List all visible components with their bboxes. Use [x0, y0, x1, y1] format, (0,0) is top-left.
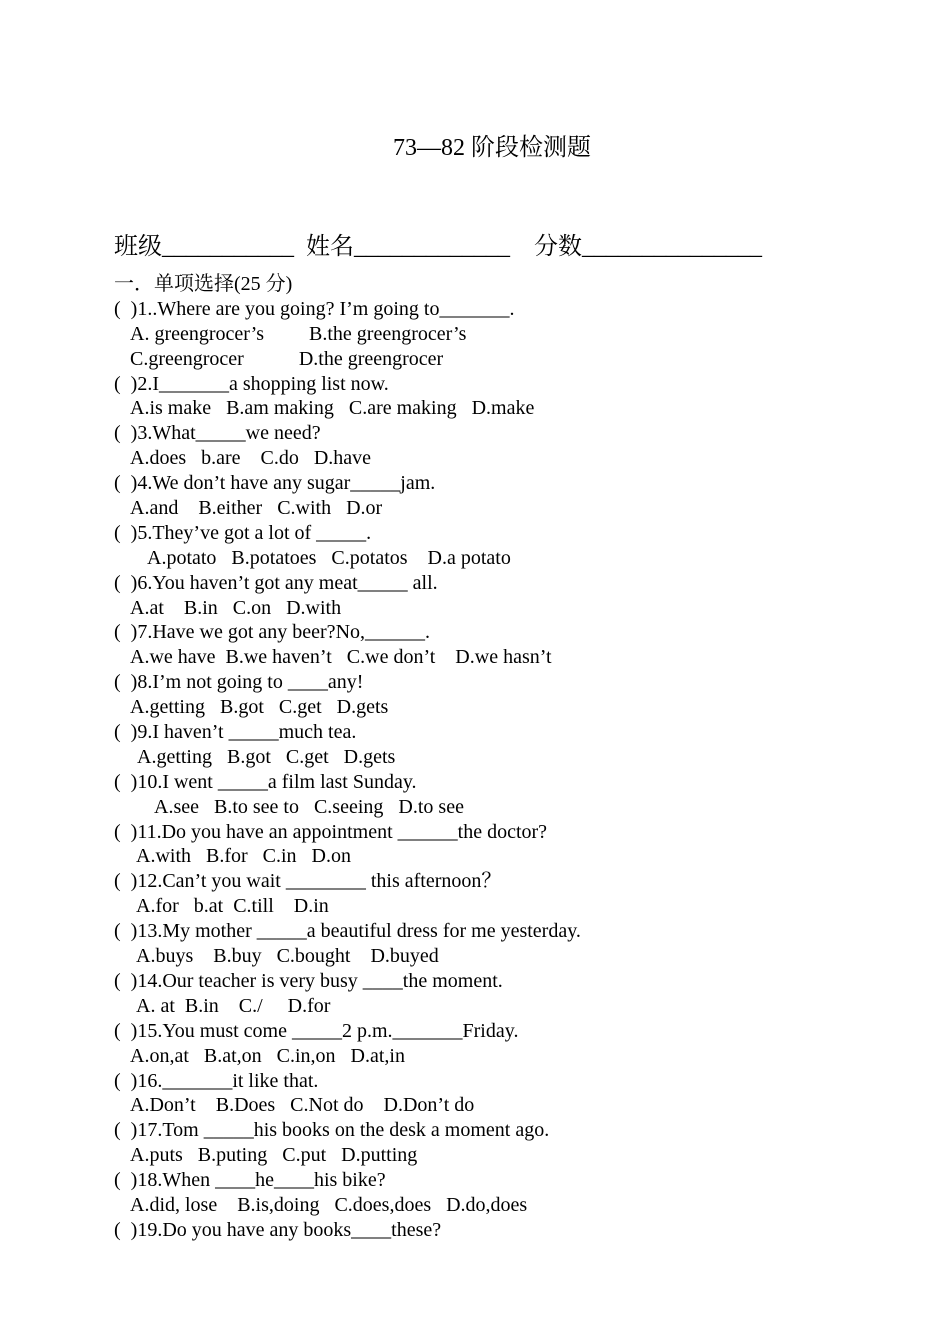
question-stem: ( )17.Tom _____his books on the desk a moment ago. [114, 1119, 550, 1142]
question-options: A. at B.in C./ D.for [136, 994, 331, 1017]
question-options: A.did, lose B.is,doing C.does,does D.do,does [130, 1193, 528, 1216]
question-stem: ( )8.I’m not going to ____any! [114, 671, 364, 694]
question-stem: ( )2.I_______a shopping list now. [114, 372, 389, 395]
question-options: A.see B.to see to C.seeing D.to see [154, 795, 464, 818]
student-info-line: 班级___________ 姓名_____________ 分数_______________ [114, 234, 762, 260]
question-stem: ( )5.They’ve got a lot of _____. [114, 521, 372, 544]
question-options: A.and B.either C.with D.or [130, 497, 383, 520]
question-stem: ( )9.I haven’t _____much tea. [114, 721, 357, 744]
question-list [114, 272, 914, 1243]
question-stem: ( )3.What_____we need? [114, 422, 321, 445]
question-options: A.Don’t B.Does C.Not do D.Don’t do [130, 1094, 475, 1117]
question-stem: ( )15.You must come _____2 p.m._______Friday. [114, 1019, 519, 1042]
question-stem: ( )11.Do you have an appointment ______the doctor? [114, 820, 548, 843]
question-options: A.buys B.buy C.bought D.buyed [136, 945, 439, 968]
question-options: A.is make B.am making C.are making D.make [130, 397, 535, 420]
question-options: A.for b.at C.till D.in [136, 895, 329, 918]
section-heading: 一．单项选择(25 分) [114, 273, 293, 295]
question-stem: ( )14.Our teacher is very busy ____the moment. [114, 969, 503, 992]
question-stem: ( )7.Have we got any beer?No,______. [114, 621, 431, 644]
question-stem: ( )19.Do you have any books____these? [114, 1218, 442, 1241]
page-title: 73—82 阶段检测题 [393, 135, 591, 161]
question-options: A.with B.for C.in D.on [136, 845, 351, 868]
question-stem: ( )10.I went _____a film last Sunday. [114, 770, 417, 793]
question-stem: ( )6.You haven’t got any meat_____ all. [114, 571, 438, 594]
question-options: C.greengrocer D.the greengrocer [130, 347, 444, 370]
question-options: A.does b.are C.do D.have [130, 447, 372, 470]
question-options: A.on,at B.at,on C.in,on D.at,in [130, 1044, 405, 1067]
question-options: A.getting B.got C.get D.gets [137, 745, 396, 768]
question-stem: ( )12.Can’t you wait ________ this afternoon？ [114, 870, 502, 893]
question-options: A. greengrocer’s B.the greengrocer’s [130, 322, 467, 345]
question-options: A.getting B.got C.get D.gets [130, 696, 389, 719]
question-options: A.at B.in C.on D.with [130, 596, 342, 619]
question-stem: ( )18.When ____he____his bike? [114, 1169, 386, 1192]
question-stem: ( )16._______it like that. [114, 1069, 319, 1092]
question-options: A.potato B.potatoes C.potatos D.a potato [147, 546, 511, 569]
question-options: A.puts B.puting C.put D.putting [130, 1144, 418, 1167]
question-stem: ( )1..Where are you going? I’m going to_______. [114, 297, 515, 320]
question-options: A.we have B.we haven’t C.we don’t D.we hasn’t [130, 646, 552, 669]
question-stem: ( )4.We don’t have any sugar_____jam. [114, 472, 436, 495]
question-stem: ( )13.My mother _____a beautiful dress for me yesterday. [114, 920, 581, 943]
